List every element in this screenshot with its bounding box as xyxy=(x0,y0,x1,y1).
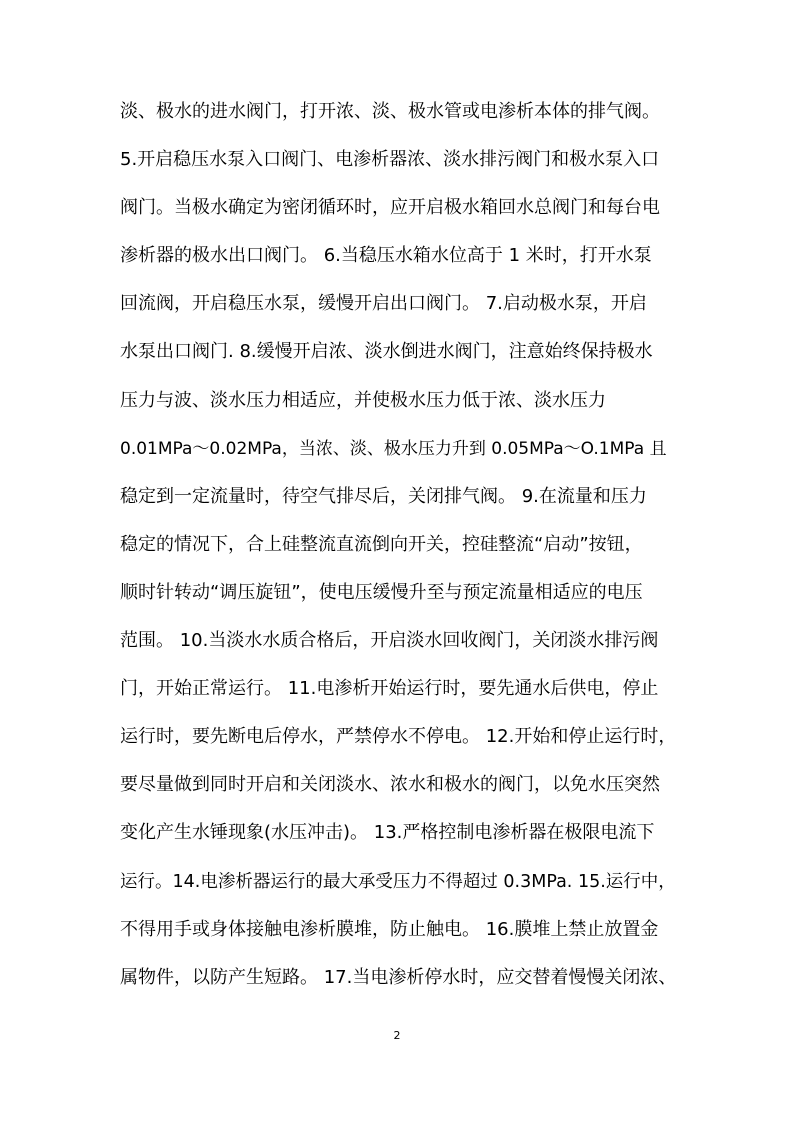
text-line: 不得用手或身体接触电渗析膜堆，防止触电。 16.膜堆上禁止放置金 xyxy=(120,918,659,940)
text-line: 压力与波、淡水压力相适应，并使极水压力低于浓、淡水压力 xyxy=(120,389,606,411)
text-line: 运行时，要先断电后停水，严禁停水不停电。 12.开始和停止运行时， xyxy=(120,726,677,748)
text-line: 运行。14.电渗析器运行的最大承受压力不得超过 0.3MPa. 15.运行中， xyxy=(120,871,676,892)
text-line: 水泵出口阀门. 8.缓慢开启浓、淡水倒进水阀门，注意始终保持极水 xyxy=(120,341,653,363)
page-number: 2 xyxy=(393,1029,401,1042)
text-line: 顺时针转动“调压旋钮”，使电压缓慢升至与预定流量相适应的电压 xyxy=(120,581,643,603)
text-line: 渗析器的极水出口阀门。 6.当稳压水箱水位高于 1 米时，打开水泵 xyxy=(120,245,652,267)
text-line: 淡、极水的进水阀门，打开浓、淡、极水管或电渗析本体的排气阀。 xyxy=(120,101,660,122)
text-line: 变化产生水锤现象(水压冲击)。 13.严格控制电渗析器在极限电流下 xyxy=(120,822,655,844)
text-line: 门，开始正常运行。 11.电渗析开始运行时，要先通水后供电，停止 xyxy=(120,678,659,700)
body-text xyxy=(120,88,680,1002)
text-line: 稳定到一定流量时，待空气排尽后，关闭排气阀。 9.在流量和压力 xyxy=(120,485,647,507)
text-line: 0.01MPa～0.02MPa，当浓、淡、极水压力升到 0.05MPa～O.1MPa 且 xyxy=(120,438,667,459)
text-line: 范围。 10.当淡水水质合格后，开启淡水回收阀门，关闭淡水排污阀 xyxy=(120,630,659,652)
text-line: 要尽量做到同时开启和关闭淡水、浓水和极水的阀门，以免水压突然 xyxy=(120,774,660,796)
text-line: 回流阀，开启稳压水泵，缓慢开启出口阀门。 7.启动极水泵，开启 xyxy=(120,293,647,315)
text-line: 阀门。当极水确定为密闭循环时，应开启极水箱回水总阀门和每台电 xyxy=(120,197,660,219)
text-line: 属物件，以防产生短路。 17.当电渗析停水时，应交替着慢慢关闭浓、 xyxy=(120,966,677,988)
text-line: 5.开启稳压水泵入口阀门、电渗析器浓、淡水排污阀门和极水泵入口 xyxy=(120,149,660,171)
text-line: 稳定的情况下，合上硅整流直流倒向开关，控硅整流“启动”按钮， xyxy=(120,533,643,555)
